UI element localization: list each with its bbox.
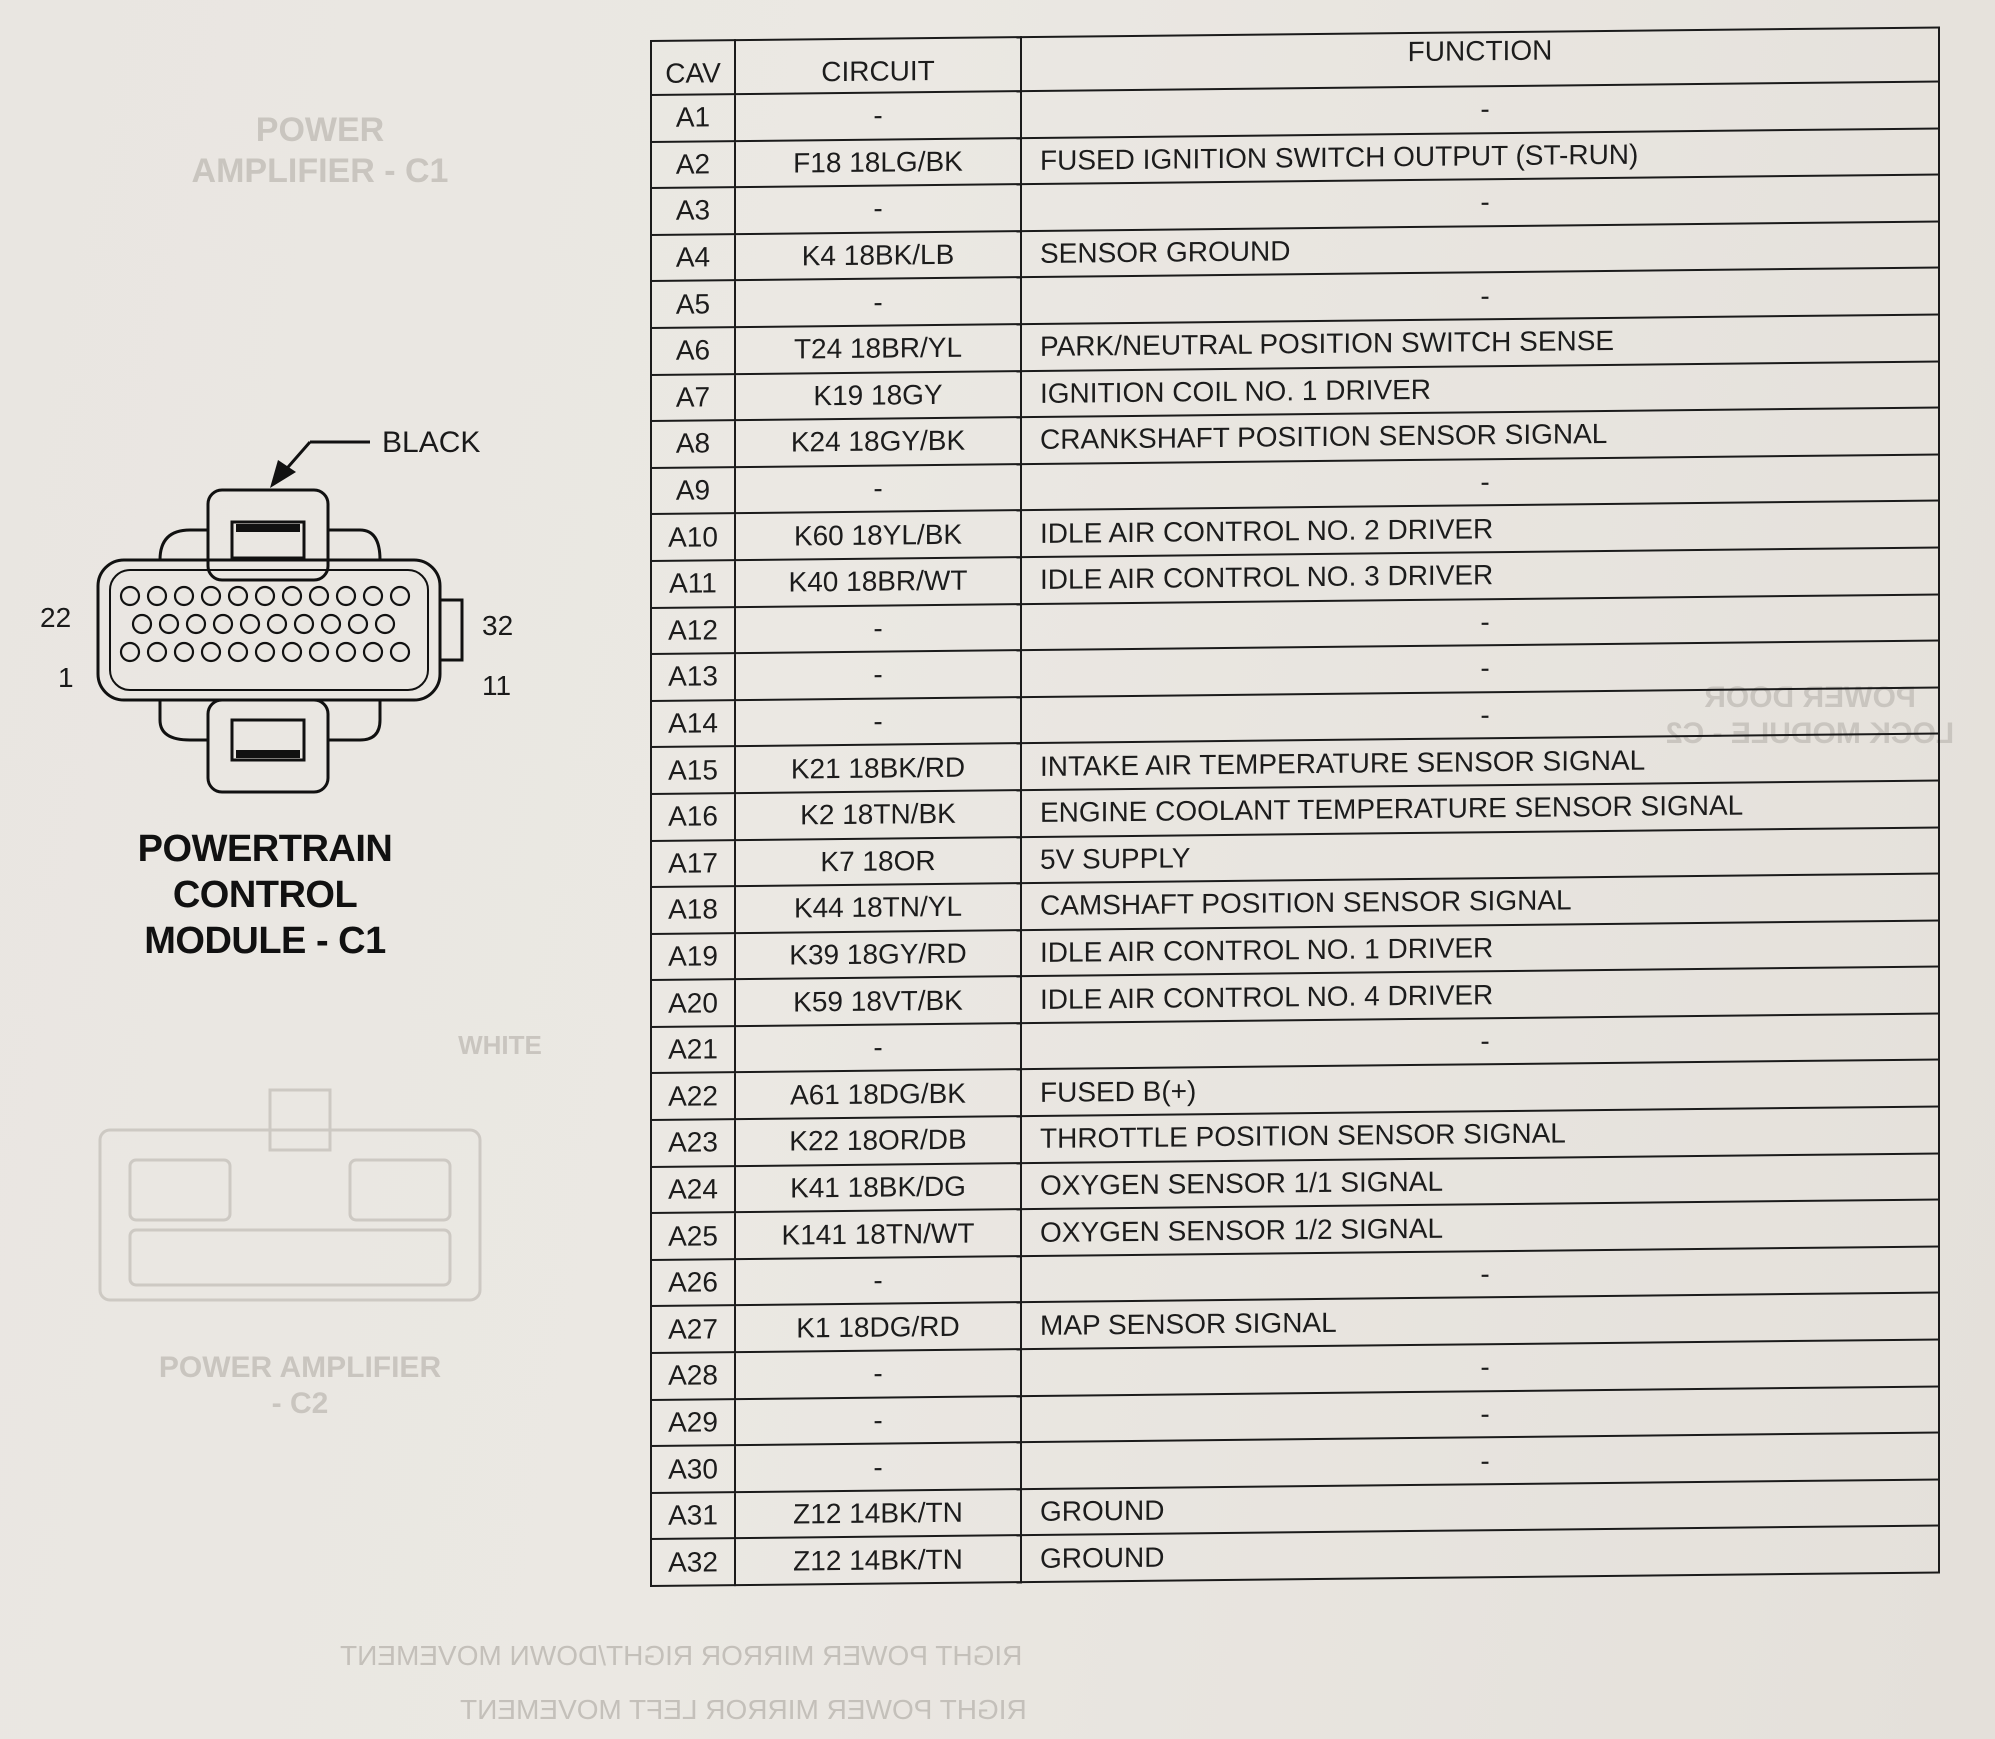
pin-hole — [229, 587, 247, 605]
cell-cav: A12 — [651, 607, 735, 654]
cell-circuit: T24 18BR/YL — [735, 324, 1021, 374]
pin-hole — [121, 587, 139, 605]
pin-hole — [310, 587, 328, 605]
cell-circuit: - — [735, 184, 1021, 234]
cell-cav: A11 — [651, 560, 735, 607]
cell-function: OXYGEN SENSOR 1/2 SIGNAL — [1021, 1200, 1939, 1256]
cell-circuit: K1 18DG/RD — [735, 1303, 1021, 1353]
cell-cav: A21 — [651, 1026, 735, 1073]
cell-circuit: A61 18DG/BK — [735, 1070, 1021, 1120]
pin-hole — [148, 643, 166, 661]
pin-hole — [295, 615, 313, 633]
cell-circuit: Z12 14BK/TN — [735, 1489, 1021, 1539]
cell-function: - — [1021, 175, 1939, 231]
cell-function: CAMSHAFT POSITION SENSOR SIGNAL — [1021, 874, 1939, 930]
cell-function: IGNITION COIL NO. 1 DRIVER — [1021, 361, 1939, 417]
pin-hole — [268, 615, 286, 633]
cell-cav: A8 — [651, 420, 735, 467]
cell-cav: A32 — [651, 1539, 735, 1586]
cell-function: FUSED B(+) — [1021, 1060, 1939, 1116]
cell-circuit: K60 18YL/BK — [735, 510, 1021, 560]
connector-title — [100, 826, 430, 964]
cell-function: PARK/NEUTRAL POSITION SWITCH SENSE — [1021, 314, 1939, 370]
cell-cav: A17 — [651, 840, 735, 887]
pin-hole — [391, 587, 409, 605]
cell-function: 5V SUPPLY — [1021, 827, 1939, 883]
cell-function: INTAKE AIR TEMPERATURE SENSOR SIGNAL — [1021, 734, 1939, 790]
cell-cav: A30 — [651, 1445, 735, 1492]
pinout-table-wrap — [650, 34, 1940, 1660]
pin-hole — [241, 615, 259, 633]
cell-function: - — [1021, 594, 1939, 650]
cell-cav: A25 — [651, 1212, 735, 1259]
cell-cav: A22 — [651, 1073, 735, 1120]
cell-circuit: - — [735, 464, 1021, 514]
cell-circuit: K21 18BK/RD — [735, 743, 1021, 793]
cell-function: THROTTLE POSITION SENSOR SIGNAL — [1021, 1107, 1939, 1163]
cell-function: - — [1021, 1340, 1939, 1396]
pin-hole — [256, 643, 274, 661]
cell-cav: A19 — [651, 933, 735, 980]
cell-circuit: - — [735, 697, 1021, 747]
cell-circuit: K141 18TN/WT — [735, 1209, 1021, 1259]
cell-circuit: F18 18LG/BK — [735, 138, 1021, 188]
cell-circuit: - — [735, 1256, 1021, 1306]
cell-circuit: - — [735, 1396, 1021, 1446]
ghost-heading-bottom: POWER AMPLIFIER - C2 — [158, 1351, 442, 1420]
ghost-heading-right: POWER DOOR LOCK MODULE - C2 — [1665, 681, 1955, 750]
cell-cav: A14 — [651, 700, 735, 747]
cell-cav: A6 — [651, 327, 735, 374]
connector-diagram — [20, 420, 540, 840]
cell-function: - — [1021, 1433, 1939, 1489]
header-cav: CAV — [651, 40, 735, 95]
pin-label-bottom-right: 11 — [482, 670, 512, 701]
cell-function: IDLE AIR CONTROL NO. 4 DRIVER — [1021, 967, 1939, 1023]
cell-cav: A10 — [651, 513, 735, 560]
cell-cav: A31 — [651, 1492, 735, 1539]
pin-hole — [202, 643, 220, 661]
pin-hole — [175, 587, 193, 605]
cell-cav: A20 — [651, 979, 735, 1026]
cell-function: CRANKSHAFT POSITION SENSOR SIGNAL — [1021, 408, 1939, 464]
cell-function: MAP SENSOR SIGNAL — [1021, 1293, 1939, 1349]
header-circuit: CIRCUIT — [735, 37, 1021, 94]
ghost-white-label: WHITE — [458, 1030, 542, 1060]
cell-cav: A24 — [651, 1166, 735, 1213]
cell-function: IDLE AIR CONTROL NO. 2 DRIVER — [1021, 501, 1939, 557]
cell-circuit: - — [735, 1442, 1021, 1492]
cell-circuit: Z12 14BK/TN — [735, 1536, 1021, 1586]
pin-hole — [376, 615, 394, 633]
pin-label-top-right: 32 — [482, 610, 514, 641]
cell-circuit: - — [735, 1023, 1021, 1073]
cell-cav: A9 — [651, 467, 735, 514]
cell-cav: A7 — [651, 374, 735, 421]
cell-function: GROUND — [1021, 1479, 1939, 1535]
pin-hole — [229, 643, 247, 661]
cell-cav: A1 — [651, 94, 735, 141]
cell-circuit: K59 18VT/BK — [735, 976, 1021, 1026]
pin-hole — [160, 615, 178, 633]
pin-hole — [133, 615, 151, 633]
connector-title-line-3: MODULE - C1 — [144, 920, 386, 962]
cell-cav: A29 — [651, 1399, 735, 1446]
cell-function: - — [1021, 454, 1939, 510]
pin-hole — [391, 643, 409, 661]
cell-function: OXYGEN SENSOR 1/1 SIGNAL — [1021, 1153, 1939, 1209]
cell-cav: A5 — [651, 280, 735, 327]
cell-cav: A27 — [651, 1306, 735, 1353]
cell-function: ENGINE COOLANT TEMPERATURE SENSOR SIGNAL — [1021, 780, 1939, 836]
cell-cav: A15 — [651, 746, 735, 793]
cell-circuit: K7 18OR — [735, 837, 1021, 887]
cell-circuit: K44 18TN/YL — [735, 883, 1021, 933]
cell-circuit: K19 18GY — [735, 371, 1021, 421]
cell-function: - — [1021, 82, 1939, 138]
cell-function: SENSOR GROUND — [1021, 221, 1939, 277]
cell-function: IDLE AIR CONTROL NO. 1 DRIVER — [1021, 920, 1939, 976]
ghost-connector-outline — [90, 1070, 490, 1310]
cell-function: - — [1021, 1246, 1939, 1302]
cell-function: - — [1021, 1013, 1939, 1069]
cell-circuit: K4 18BK/LB — [735, 231, 1021, 281]
cell-function: - — [1021, 687, 1939, 743]
cell-cav: A23 — [651, 1119, 735, 1166]
cell-circuit: - — [735, 650, 1021, 700]
ghost-mirror-line-2: RIGHT POWER MIRROR LEFT MOVEMENT — [460, 1694, 1027, 1725]
connector-title-line-2: CONTROL — [172, 874, 358, 916]
cell-cav: A26 — [651, 1259, 735, 1306]
pin-label-bottom-left: 1 — [58, 662, 74, 693]
pin-hole — [214, 615, 232, 633]
pin-hole — [175, 643, 193, 661]
cell-function: FUSED IGNITION SWITCH OUTPUT (ST-RUN) — [1021, 128, 1939, 184]
cell-cav: A4 — [651, 234, 735, 281]
ghost-mirror-line-1: RIGHT POWER MIRROR RIGHT/DOWN MOVEMENT — [340, 1640, 1023, 1671]
cell-circuit: K40 18BR/WT — [735, 557, 1021, 607]
cell-circuit: - — [735, 1349, 1021, 1399]
cell-function: - — [1021, 641, 1939, 697]
connector-color-label: BLACK — [382, 426, 481, 459]
pin-hole — [310, 643, 328, 661]
cell-circuit: K24 18GY/BK — [735, 417, 1021, 467]
pin-hole — [349, 615, 367, 633]
cell-cav: A28 — [651, 1352, 735, 1399]
cell-circuit: K41 18BK/DG — [735, 1163, 1021, 1213]
pin-hole — [187, 615, 205, 633]
cell-cav: A16 — [651, 793, 735, 840]
connector-title-line-1: POWERTRAIN — [137, 828, 393, 870]
header-function: FUNCTION — [1021, 28, 1939, 92]
cell-circuit: - — [735, 91, 1021, 141]
cell-cav: A13 — [651, 653, 735, 700]
pin-hole — [121, 643, 139, 661]
cell-circuit: K39 18GY/RD — [735, 930, 1021, 980]
cell-circuit: K2 18TN/BK — [735, 790, 1021, 840]
cell-function: GROUND — [1021, 1526, 1939, 1582]
pin-hole — [256, 587, 274, 605]
cell-cav: A18 — [651, 886, 735, 933]
cell-circuit: - — [735, 604, 1021, 654]
pin-hole — [202, 587, 220, 605]
cell-function: - — [1021, 268, 1939, 324]
pinout-table — [650, 26, 1940, 1587]
pin-hole — [337, 643, 355, 661]
pin-hole — [322, 615, 340, 633]
pin-hole — [283, 587, 301, 605]
pin-label-top-left: 22 — [40, 602, 72, 633]
cell-circuit: K22 18OR/DB — [735, 1116, 1021, 1166]
connector-drawing — [20, 420, 540, 820]
cell-function: - — [1021, 1386, 1939, 1442]
cell-function: IDLE AIR CONTROL NO. 3 DRIVER — [1021, 547, 1939, 603]
pin-hole — [364, 587, 382, 605]
cell-cav: A3 — [651, 187, 735, 234]
pin-hole — [148, 587, 166, 605]
pin-hole — [364, 643, 382, 661]
pin-hole — [283, 643, 301, 661]
ghost-heading-top: POWER AMPLIFIER - C1 — [191, 111, 449, 190]
cell-circuit: - — [735, 277, 1021, 327]
pin-hole — [337, 587, 355, 605]
cell-cav: A2 — [651, 141, 735, 188]
